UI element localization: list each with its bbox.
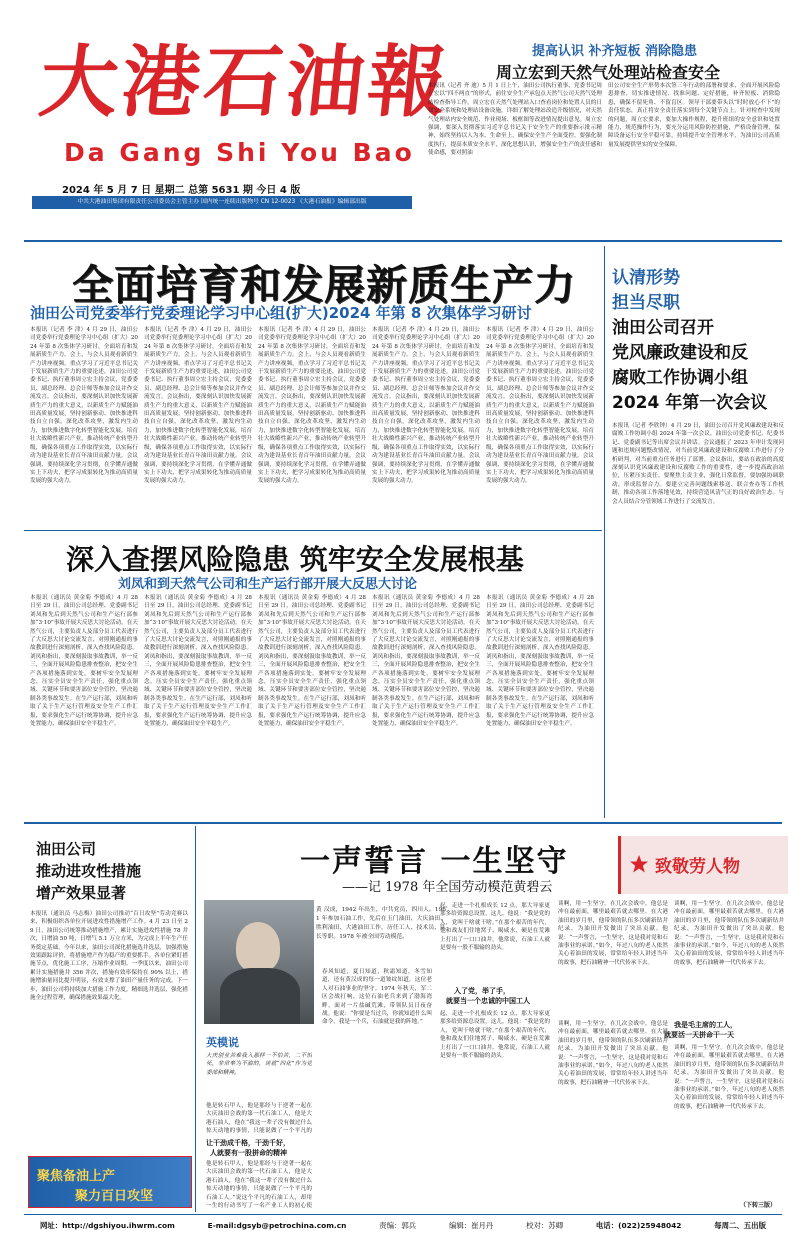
quote-text: 大庆创业苦难我入那样一不怕苦，二不怕死，非常奉为不渝的，谈就“四化”作为党委部和精神。	[206, 1053, 312, 1076]
top-story-kicker: 提高认识 补齐短板 消除隐患	[532, 44, 698, 59]
honor-banner-title: 致敬劳人物	[655, 857, 740, 877]
section-title: 人就要有一股拼命的精神	[210, 1149, 287, 1157]
side-story-text: 本报讯（记者 李欣钟）4 月 29 日，油田公司召开党风廉政建设和反腐败工作协调小组 2024 年第一次会议。油田公司党委书记、纪委书记、党委副书记等出席会议并讲话。会议通报了 2023 年审计发现问题和违规问题整改情况，对当前党风廉政建设和反腐败工作进行了分析研判，对当前重点任务进行了部署。会议指出，要站在政治的高度深刻认识党风廉政建设和反腐败工作的重要性，进一步提高政治站位，压紧压实责任。要聚焦主责主业，强化日常监督，要加强协调联动，形成监督合力。要建立完善问题线索移送、联合查办等工作机制，推动各项工作落地见效，持续营造风清气正的良好政治生态。与会人员结合分管领域工作进行了交流发言。	[612, 423, 784, 505]
third-heading-line: 增产效果显著	[36, 884, 127, 902]
section-title: 就要当一个忠诚的中国工人	[446, 997, 530, 1005]
footer-website[interactable]: 网址：http://dgshiyou.ihwrm.com	[40, 1221, 175, 1230]
top-story-column: 本报讯（记者 齐 迪）5 月 1 日上午，油田公司执行董事、党委书记周立宏以“四不两直”的形式，前往安全生产承包点天然气公司天然气处理站检查指导工作。周立宏在天然气处理站入口查看岗位和处置人员的日常安全系统和处理站设备设施，详细了解处理站改造升级情况，对天然气处理站内安全规范、作业现场、板框图等改进情况提出意见。周立宏强调，要深入贯彻落实习近平总书记关于安全生产的重要指示批示精神，始终坚持以人为本、生命至上，确保安全生产全面受控。要强化制度执行，提高本质安全水平，深化思想认识，增强安全生产的责任感和使命感，要对照油	[428, 83, 602, 157]
feature-subhead: ——记 1978 年全国劳动模范黄碧云	[342, 880, 553, 895]
main-story-subhead: 油田公司党委举行党委理论学习中心组(扩大)2024 年第 8 次集体学习研讨	[30, 304, 532, 322]
footer-layout: 编辑：崔月丹	[448, 1221, 494, 1230]
third-story-heading	[36, 838, 186, 904]
section-title: 就要活一天拼命干一天	[664, 1031, 734, 1039]
second-story-column: 本报讯（通讯员 黄金菊 李德成）4 月 28 日至 29 日，油田公司总经理、党委副书记刘凤和先后到天然气公司和生产运行部参加“3·10”事故开展大反思大讨论活动。在天然气公司，主要负责人及部分员工代表进行了大反思大讨论交流发言，对照刚通报的事故教训进行深刻剖析，深入查找风险隐患。刘凤和指出，要深刻汲取事故教训，举一反三，全面开展风险隐患排查整治，把安全生产各项措施落到实处。要树牢安全发展理念，压实全员安全生产责任，强化重点领域、关键环节和要害部位安全管控，坚决遏制各类事故发生。在生产运行部，刘凤和听取了关于生产运行管理及安全生产工作汇报，要求强化生产运行统筹协调，提升应急处置能力，确保油田安全平稳生产。	[144, 595, 252, 728]
portrait-photo	[204, 900, 314, 1024]
feature-column: 起，走进一个扎根成长 12 点，那大导家更那多给资源总设置，这儿，他说：“我是党的人，党叫干啥就干啥。”在那个艰苦的年代，他和战友们住地窝子、喝咸水，硬是在荒滩上打出了一口口油井。他常说，石油工人就是要有一股不服输的劲头。	[440, 903, 550, 952]
section-title: 让干劲成千格，干劲千好，	[206, 1139, 290, 1147]
top-story-column: 田公司安全生产形势本次签三年行动的部署和要求，全面开展风险隐患排查，切实推进情况、找准问题、定好措施，补齐短板、消除隐患，确保不留死角、不留盲区。领导干部要带头以“时时放心不下”的责任状态，真正将安全责任落实到每个关键节点上。针对检查中发现的问题，周立宏要求，要加大操作规程，提升班组的安全意识和处置能力，规范操作行为，要充分运用风险防控措施，严格设备管理，保障设备运行安全平稳可靠，持续提升安全管理水平，为油田公司高质量发展提供坚实的安全保障。	[608, 83, 780, 148]
side-story-heading	[612, 266, 788, 416]
feature-headline: 一声誓言 一生坚守	[300, 844, 569, 879]
top-story-headline: 周立宏到天然气处理站检查安全	[496, 63, 721, 82]
campaign-banner	[28, 1156, 192, 1208]
main-story-column: 本报讯（记者 李 津）4 月 29 日，油田公司党委举行党委理论学习中心组（扩大）2024 年第 8 次集体学习研讨，全面培育和发展新质生产力。会上，与会人员观看新质生产力讲座视频，重点学习了习近平总书记关于发展新质生产力的重要论述，油田公司党委书记、执行董事周立宏主持会议，党委委员、副总经理、总会计师等参加会议并作交流发言。会议指出，要深刻认识加快发展新质生产力的重大意义，以新质生产力赋能油田高质量发展，坚持创新驱动、加快推进科技自立自强，深化改革攻坚，激发内生动力，加快推进数字化转型智能化发展，培育壮大战略性新兴产业，推动传统产业转型升级，确保各项重点工作取得实效，以实际行动为建设基业长青百年油田贡献力量。会议强调，要持续深化学习贯彻，在学懂弄通做实上下功夫，把学习成果转化为推动高质量发展的强大动力。	[258, 327, 366, 485]
main-story-column: 本报讯（记者 李 津）4 月 29 日，油田公司党委举行党委理论学习中心组（扩大）2024 年第 8 次集体学习研讨，全面培育和发展新质生产力。会上，与会人员观看新质生产力讲座视频，重点学习了习近平总书记关于发展新质生产力的重要论述，油田公司党委书记、执行董事周立宏主持会议，党委委员、副总经理、总会计师等参加会议并作交流发言。会议指出，要深刻认识加快发展新质生产力的重大意义，以新质生产力赋能油田高质量发展，坚持创新驱动、加快推进科技自立自强，深化改革攻坚，激发内生动力，加快推进数字化转型智能化发展，培育壮大战略性新兴产业，推动传统产业转型升级，确保各项重点工作取得实效，以实际行动为建设基业长青百年油田贡献力量。会议强调，要持续深化学习贯彻，在学懂弄通做实上下功夫，把学习成果转化为推动高质量发展的强大动力。	[486, 327, 594, 485]
main-story-column: 本报讯（记者 李 津）4 月 29 日，油田公司党委举行党委理论学习中心组（扩大）2024 年第 8 次集体学习研讨，全面培育和发展新质生产力。会上，与会人员观看新质生产力讲座视频，重点学习了习近平总书记关于发展新质生产力的重要论述，油田公司党委书记、执行董事周立宏主持会议，党委委员、副总经理、总会计师等参加会议并作交流发言。会议指出，要深刻认识加快发展新质生产力的重大意义，以新质生产力赋能油田高质量发展，坚持创新驱动、加快推进科技自立自强，深化改革攻坚，激发内生动力，加快推进数字化转型智能化发展，培育壮大战略性新兴产业，推动传统产业转型升级，确保各项重点工作取得实效，以实际行动为建设基业长青百年油田贡献力量。会议强调，要持续深化学习贯彻，在学懂弄通做实上下功夫，把学习成果转化为推动高质量发展的强大动力。	[372, 327, 480, 485]
feature-column: 谈啊，用一生坚守。在几次会战中，他总是冲在最前面，哪里最艰苦就去哪里。在大港油田的岁月里，他带领的队伍多次刷新钻井纪录，为油田开发做出了突出贡献。他说：“一声誓言，一生坚守，这是我对党和石油事业的承诺。”如今，年过八旬的老人依然关心着油田的发展，常常给年轻人讲述当年的故事，把石油精神一代代传承下去。	[674, 901, 784, 966]
portrait-figure	[236, 922, 280, 972]
feature-column: 谈啊，用一生坚守。在几次会战中，他总是冲在最前面，哪里最艰苦就去哪里。在大港油田的岁月里，他带领的队伍多次刷新钻井纪录，为油田开发做出了突出贡献。他说：“一声誓言，一生坚守，这是我对党和石油事业的承诺。”如今，年过八旬的老人依然关心着油田的发展，常常给年轻人讲述当年的故事，把石油精神一代代传承下去。	[558, 1021, 668, 1086]
masthead-logo	[35, 36, 455, 144]
side-heading-line: 油田公司召开	[612, 318, 714, 338]
photo-caption: 黄 汉成，1942 年出生，中共党员，四川人。1961 年参加石油工作，先后在玉门油田、大庆油田、胜利油田、大港油田工作，历任工人、技术员、队长等职。1978 年被全国劳动模范。	[316, 907, 446, 940]
banner-line: 聚力百日攻坚	[75, 1189, 154, 1204]
second-story-column: 本报讯（通讯员 黄金菊 李德成）4 月 28 日至 29 日，油田公司总经理、党委副书记刘凤和先后到天然气公司和生产运行部参加“3·10”事故开展大反思大讨论活动。在天然气公司，主要负责人及部分员工代表进行了大反思大讨论交流发言，对照刚通报的事故教训进行深刻剖析，深入查找风险隐患。刘凤和指出，要深刻汲取事故教训，举一反三，全面开展风险隐患排查整治，把安全生产各项措施落到实处。要树牢安全发展理念，压实全员安全生产责任，强化重点领域、关键环节和要害部位安全管控，坚决遏制各类事故发生。在生产运行部，刘凤和听取了关于生产运行管理及安全生产工作汇报，要求强化生产运行统筹协调，提升应急处置能力，确保油田安全平稳生产。	[486, 595, 594, 728]
footer-email[interactable]: E-mail:dgsyb@petrochina.com.cn	[207, 1221, 347, 1230]
column-divider	[604, 246, 605, 818]
divider	[24, 822, 782, 824]
continued-note: （下转三版）	[740, 1202, 777, 1209]
star-icon	[629, 854, 649, 874]
column-divider	[195, 826, 196, 1212]
banner-line: 聚焦备油上产	[37, 1169, 116, 1184]
feature-column: 春风知道，夏日知道，秋霜知道，冬雪知道，还有黄汉成的每一道皱纹知道，这位老人对石油事业的坚守。1974 年秋天，军二区会战打响。这位石油老兵来到了渤海湾畔，面对一片盐碱荒滩，带领队员日夜奋战。他说：“你要是当过兵，你就知道什么叫命令，我是一个兵，石油就是我的阵地。”	[322, 969, 432, 1026]
footer-phone: 电话：(022)25948042	[595, 1221, 682, 1230]
side-heading-line: 认清形势	[612, 268, 680, 288]
side-heading-line: 担当尽职	[612, 293, 680, 313]
main-story-headline: 全面培育和发展新质生产力	[72, 261, 576, 309]
third-story-text: 本报讯（通讯员 马志梅）油田公司推动“百日攻坚”劳动竞赛以来，积极组织各单位开展进攻性措施增产工作。4 月 23 日至 29 日，油田公司统筹推动措施增产，累计实施进攻性措施 78 井次，日增油 50 吨，日增气 5.1 万立方米，为完成上半年生产任务奠定基础。今年以来，油田公司深化措施选井选层，加强措施效果跟踪评价，将措施增产作为稳产的重要抓手。各单位紧盯措施节点，优化施工工序，压缩作业周期。一季度以来，油田公司累计实施措施井 356 井次，措施有效率保持在 90% 以上，措施增油量同比提升明显，有效支撑了油田产量任务的完成。下一步，油田公司将持续加大措施工作力度，精细选井选层，强化措施全过程管理，确保措施效果最大化。	[30, 911, 188, 1002]
masthead-band: 中共大港油田集团有限责任公司委员会主管主办 国内统一连续出版物号 CN 12-0023 《大港石油报》编辑部出版	[32, 196, 412, 209]
side-heading-line: 腐败工作协调小组	[612, 368, 748, 388]
honor-banner	[618, 836, 788, 894]
second-story-headline: 深入查摆风险隐患 筑牢安全发展根基	[66, 543, 524, 576]
second-story-column: 本报讯（通讯员 黄金菊 李德成）4 月 28 日至 29 日，油田公司总经理、党委副书记刘凤和先后到天然气公司和生产运行部参加“3·10”事故开展大反思大讨论活动。在天然气公司，主要负责人及部分员工代表进行了大反思大讨论交流发言，对照刚通报的事故教训进行深刻剖析，深入查找风险隐患。刘凤和指出，要深刻汲取事故教训，举一反三，全面开展风险隐患排查整治，把安全生产各项措施落到实处。要树牢安全发展理念，压实全员安全生产责任，强化重点领域、关键环节和要害部位安全管控，坚决遏制各类事故发生。在生产运行部，刘凤和听取了关于生产运行管理及安全生产工作汇报，要求强化生产运行统筹协调，提升应急处置能力，确保油田安全平稳生产。	[258, 595, 366, 728]
side-heading-line: 2024 年第一次会议	[612, 393, 768, 413]
footer-editor: 责编：郭兵	[379, 1221, 417, 1230]
section-title: 入了党，举了手，	[454, 987, 510, 995]
masthead-title: 大港石油報	[35, 37, 455, 128]
portrait-figure	[220, 968, 300, 1024]
divider	[24, 240, 782, 242]
footer-proof: 校对：苏卿	[526, 1221, 564, 1230]
divider	[24, 1214, 782, 1215]
third-heading-line: 推动进攻性措施	[36, 862, 142, 880]
quote-label: 英模说	[206, 1036, 239, 1049]
third-heading-line: 油田公司	[36, 840, 97, 858]
main-story-column: 本报讯（记者 李 津）4 月 29 日，油田公司党委举行党委理论学习中心组（扩大）2024 年第 8 次集体学习研讨，全面培育和发展新质生产力。会上，与会人员观看新质生产力讲座视频，重点学习了习近平总书记关于发展新质生产力的重要论述，油田公司党委书记、执行董事周立宏主持会议，党委委员、副总经理、总会计师等参加会议并作交流发言。会议指出，要深刻认识加快发展新质生产力的重大意义，以新质生产力赋能油田高质量发展，坚持创新驱动、加快推进科技自立自强，深化改革攻坚，激发内生动力，加快推进数字化转型智能化发展，培育壮大战略性新兴产业，推动传统产业转型升级，确保各项重点工作取得实效，以实际行动为建设基业长青百年油田贡献力量。会议强调，要持续深化学习贯彻，在学懂弄通做实上下功夫，把学习成果转化为推动高质量发展的强大动力。	[144, 327, 252, 485]
divider	[24, 530, 602, 531]
footer-bar	[24, 1216, 782, 1236]
side-heading-line: 党风廉政建设和反	[612, 343, 748, 363]
masthead-pinyin: Da Gang Shi You Bao	[64, 138, 415, 167]
footer-schedule: 每周二、五出版	[714, 1221, 766, 1230]
feature-column: 谈啊，用一生坚守。在几次会战中，他总是冲在最前面，哪里最艰苦就去哪里。在大港油田的岁月里，他带领的队伍多次刷新钻井纪录，为油田开发做出了突出贡献。他说：“一声誓言，一生坚守，这是我对党和石油事业的承诺。”如今，年过八旬的老人依然关心着油田的发展，常常给年轻人讲述当年的故事，把石油精神一代代传承下去。	[674, 1045, 784, 1110]
second-story-column: 本报讯（通讯员 黄金菊 李德成）4 月 28 日至 29 日，油田公司总经理、党委副书记刘凤和先后到天然气公司和生产运行部参加“3·10”事故开展大反思大讨论活动。在天然气公司，主要负责人及部分员工代表进行了大反思大讨论交流发言，对照刚通报的事故教训进行深刻剖析，深入查找风险隐患。刘凤和指出，要深刻汲取事故教训，举一反三，全面开展风险隐患排查整治，把安全生产各项措施落到实处。要树牢安全发展理念，压实全员安全生产责任，强化重点领域、关键环节和要害部位安全管控，坚决遏制各类事故发生。在生产运行部，刘凤和听取了关于生产运行管理及安全生产工作汇报，要求强化生产运行统筹协调，提升应急处置能力，确保油田安全平稳生产。	[372, 595, 480, 728]
section-title: 我是毛主席的工人，	[674, 1021, 737, 1029]
second-story-column: 本报讯（通讯员 黄金菊 李德成）4 月 28 日至 29 日，油田公司总经理、党委副书记刘凤和先后到天然气公司和生产运行部参加“3·10”事故开展大反思大讨论活动。在天然气公司，主要负责人及部分员工代表进行了大反思大讨论交流发言，对照刚通报的事故教训进行深刻剖析，深入查找风险隐患。刘凤和指出，要深刻汲取事故教训，举一反三，全面开展风险隐患排查整治，把安全生产各项措施落到实处。要树牢安全发展理念，压实全员安全生产责任，强化重点领域、关键环节和要害部位安全管控，坚决遏制各类事故发生。在生产运行部，刘凤和听取了关于生产运行管理及安全生产工作汇报，要求强化生产运行统筹协调，提升应急处置能力，确保油田安全平稳生产。	[30, 595, 138, 728]
main-story-column: 本报讯（记者 李 津）4 月 29 日，油田公司党委举行党委理论学习中心组（扩大）2024 年第 8 次集体学习研讨，全面培育和发展新质生产力。会上，与会人员观看新质生产力讲座视频，重点学习了习近平总书记关于发展新质生产力的重要论述，油田公司党委书记、执行董事周立宏主持会议，党委委员、副总经理、总会计师等参加会议并作交流发言。会议指出，要深刻认识加快发展新质生产力的重大意义，以新质生产力赋能油田高质量发展，坚持创新驱动、加快推进科技自立自强，深化改革攻坚，激发内生动力，加快推进数字化转型智能化发展，培育壮大战略性新兴产业，推动传统产业转型升级，确保各项重点工作取得实效，以实际行动为建设基业长青百年油田贡献力量。会议强调，要持续深化学习贯彻，在学懂弄通做实上下功夫，把学习成果转化为推动高质量发展的强大动力。	[30, 327, 138, 485]
feature-column: 他是转石甲人，他是那经与于逆著一起在大庆油田会战的第一代石油工人，他是大港石油人，他在“我这一辈子没有做过什么惊天动地的事情，只能说做了一个平凡的	[206, 1103, 312, 1135]
masthead-date-line: 2024 年 5 月 7 日 星期二 总第 5631 期 今日 4 版	[62, 185, 301, 196]
feature-column: 谈啊，用一生坚守。在几次会战中，他总是冲在最前面，哪里最艰苦就去哪里。在大港油田的岁月里，他带领的队伍多次刷新钻井纪录，为油田开发做出了突出贡献。他说：“一声誓言，一生坚守，这是我对党和石油事业的承诺。”如今，年过八旬的老人依然关心着油田的发展，常常给年轻人讲述当年的故事，把石油精神一代代传承下去。	[558, 901, 668, 966]
feature-column: 他是转石甲人，他是那经与于逆著一起在大庆油田会战的第一代石油工人，他是大港石油人，他在“我这一辈子没有做过什么惊天动地的事情，只能说做了一个平凡的石油工人。”说这个平凡的石油工人，却用一生的行动书写了一名产业工人的初心使	[206, 1161, 312, 1210]
second-story-subhead: 刘凤和到天然气公司和生产运行部开展大反思大讨论	[118, 577, 418, 592]
feature-column: 起，走进一个扎根成长 12 点，那大导家更那多给资源总设置，这儿，他说：“我是党的人，党叫干啥就干啥。”在那个艰苦的年代，他和战友们住地窝子、喝咸水，硬是在荒滩上打出了一口口油井。他常说，石油工人就是要有一股不服输的劲头。	[440, 1011, 550, 1060]
